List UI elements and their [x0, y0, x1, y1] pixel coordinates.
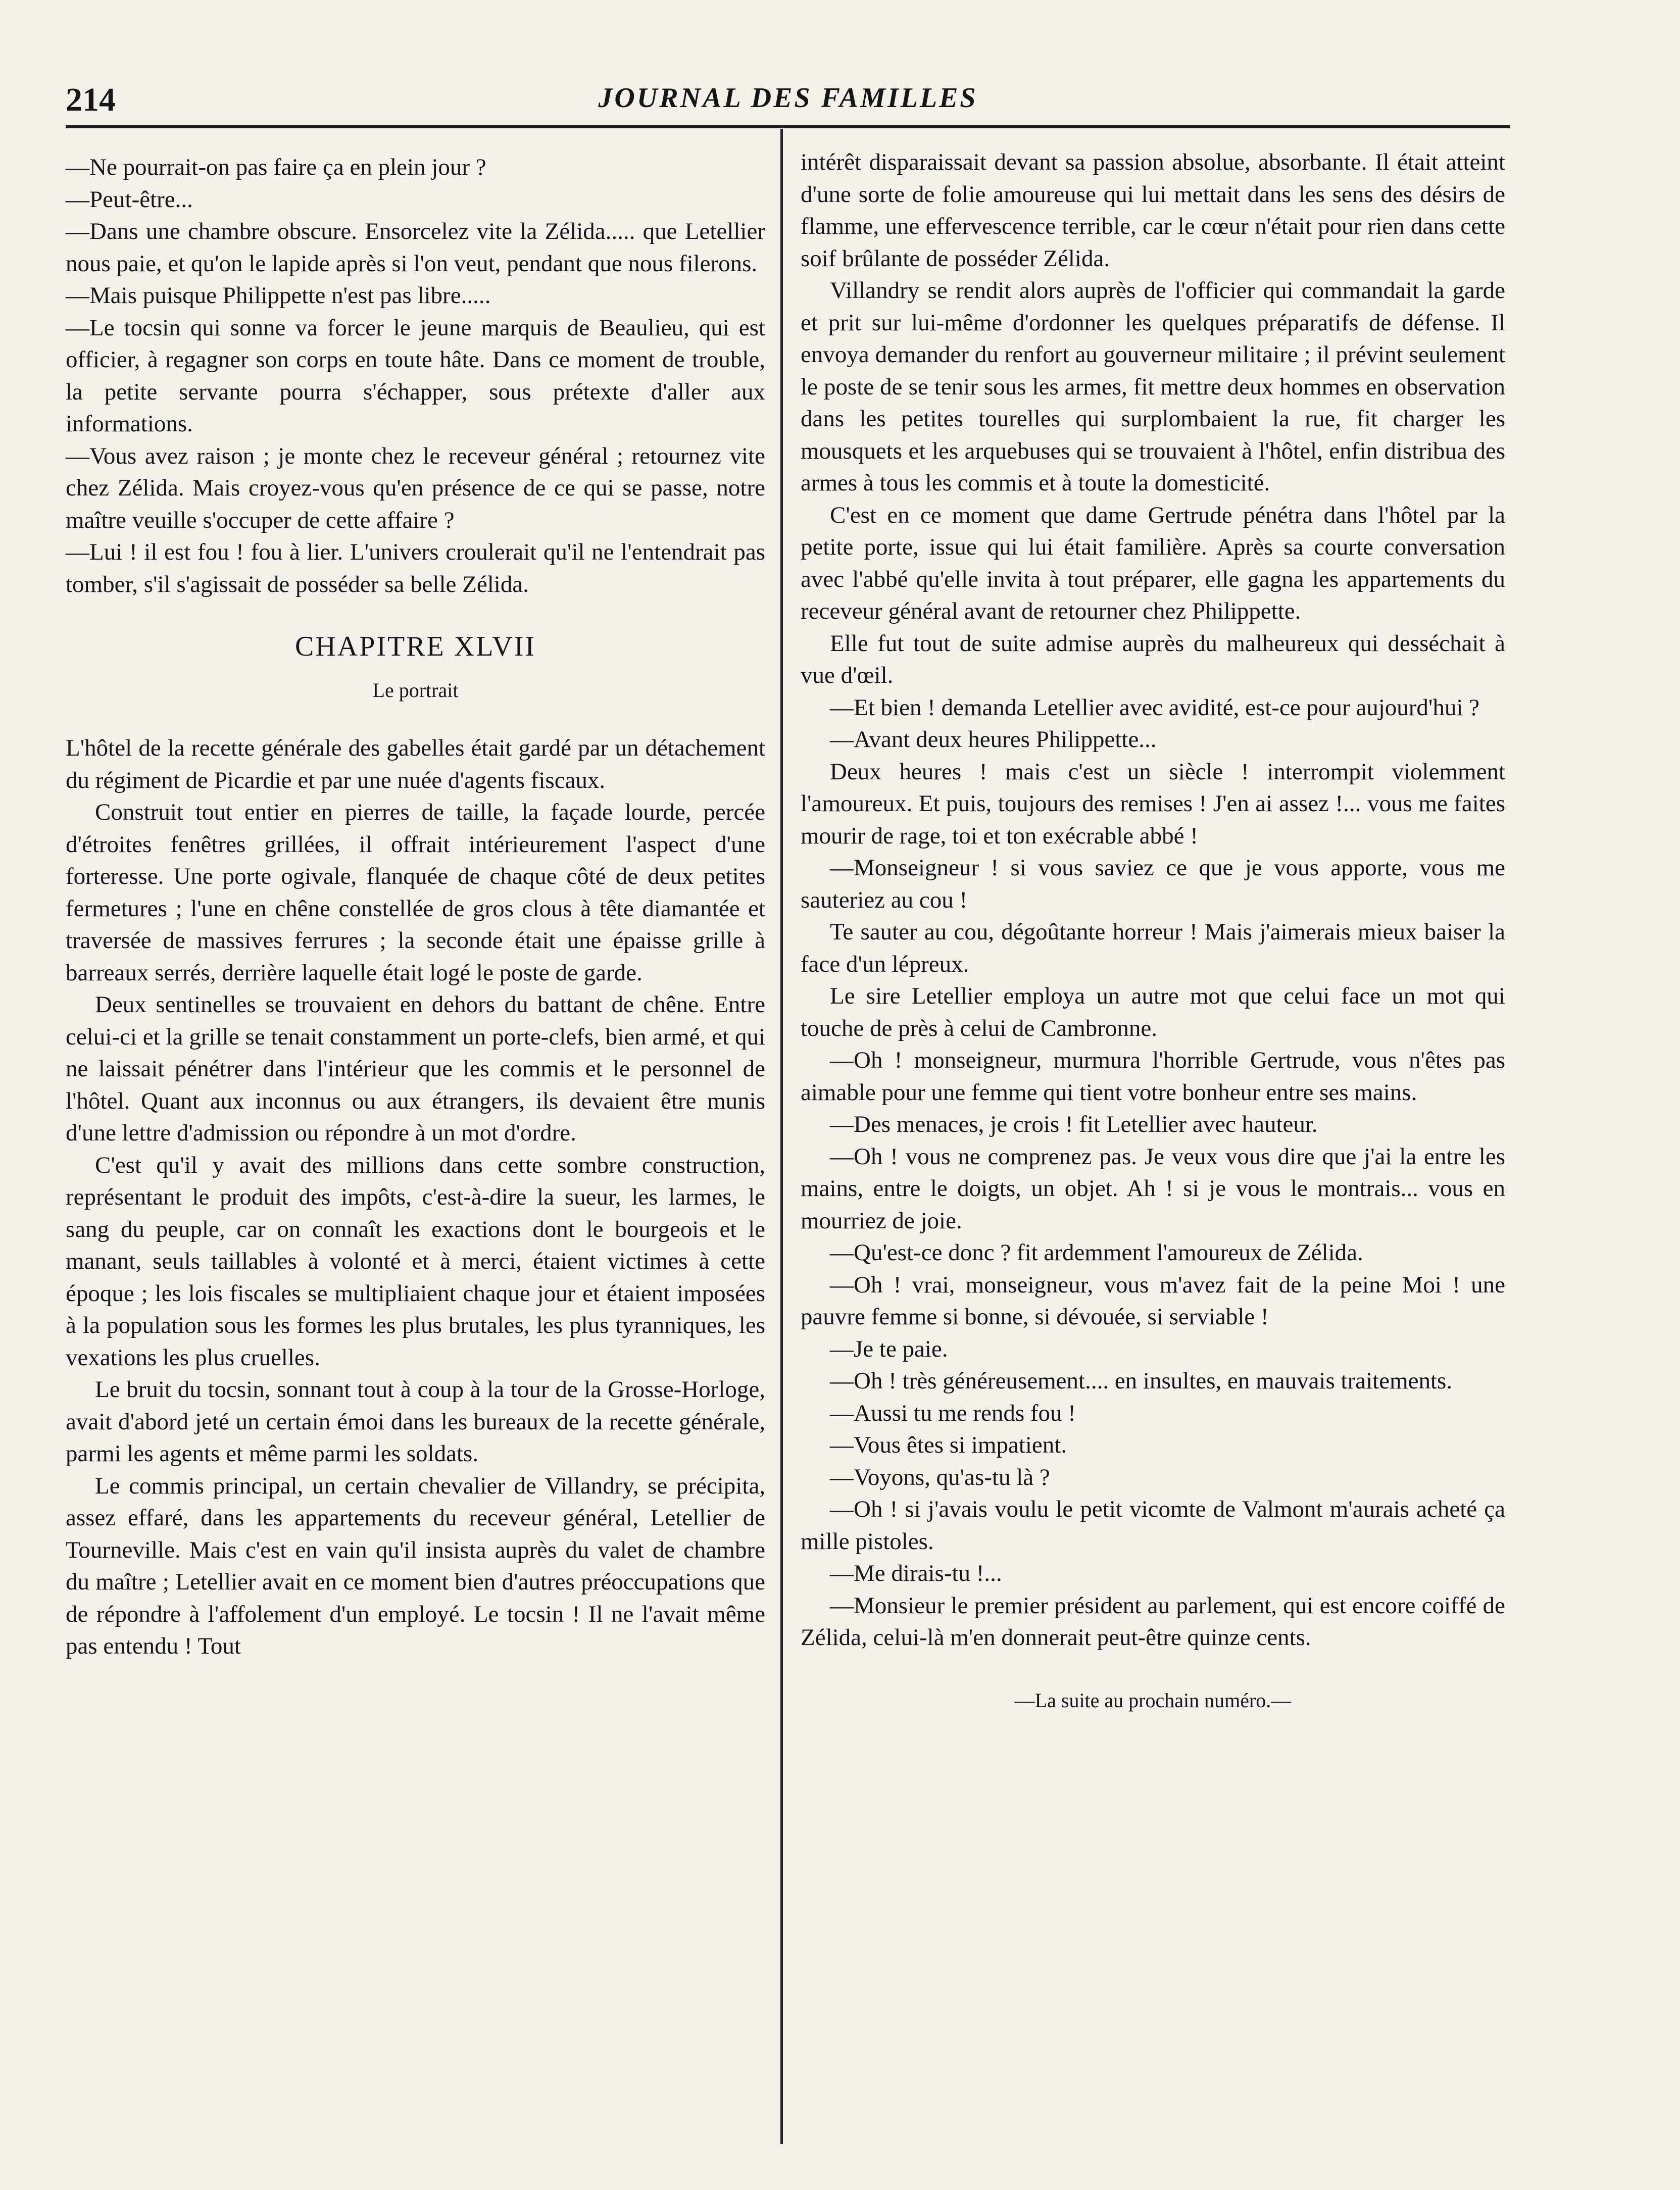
paragraph: intérêt disparaissait devant sa passion absolue, absorbante. Il était atteint d'une sorte de folie amoureuse qui lui mettait dans les sens des désirs de flamme, une effervescence terrible, car le cœur n'était pour rien dans cette soif brûlante de posséder Zélida.: [801, 149, 1505, 272]
paragraph: Villandry se rendit alors auprès de l'officier qui commandait la garde et prit sur lui-même d'ordonner les quelques préparatifs de défense. Il envoya demander du renfort au gouverneur militaire ; il prévint seulement le poste de se tenir sous les armes, fit mettre deux hommes en observation dans les petites tourelles qui surplombaient la rue, fit charger les mousquets et les arquebuses qui se trouvaient à l'hôtel, enfin distribua des armes à tous les commis et à toute la domesticité.: [801, 277, 1505, 496]
paragraph: C'est en ce moment que dame Gertrude pénétra dans l'hôtel par la petite porte, issue qui lui était familière. Après sa courte conversation avec l'abbé qu'elle invita à tout préparer, elle gagna les appartements du receveur général avant de retourner chez Philippette.: [801, 502, 1505, 624]
paragraph: —Ne pourrait-on pas faire ça en plein jour ?: [66, 154, 486, 180]
chapter-title: CHAPITRE XLVII: [294, 631, 536, 662]
page-header: [66, 76, 1510, 121]
paragraph: —Vous avez raison ; je monte chez le receveur général ; retournez vite chez Zélida. Mais croyez-vous qu'en présence de ce qui se passe, notre maître veuille s'occuper de cette affaire ?: [66, 442, 765, 533]
paragraph: —Vous êtes si impatient.: [830, 1432, 1067, 1458]
paragraph: —Me dirais-tu !...: [830, 1560, 1002, 1586]
paragraph: Elle fut tout de suite admise auprès du malheureux qui desséchait à vue d'œil.: [801, 630, 1505, 688]
paragraph: —Mais puisque Philippette n'est pas libre.....: [66, 282, 491, 309]
paragraph: —Le tocsin qui sonne va forcer le jeune marquis de Beaulieu, qui est officier, à regagner son corps en toute hâte. Dans ce moment de trouble, la petite servante pourra s'échapper, sous prétexte d'aller aux informations.: [66, 314, 765, 437]
continued-note: —La suite au prochain numéro.—: [1014, 1688, 1292, 1712]
paragraph: —Oh ! si j'avais voulu le petit vicomte de Valmont m'aurais acheté ça mille pistoles.: [801, 1496, 1505, 1555]
paragraph: Le commis principal, un certain chevalier de Villandry, se précipita, assez effaré, dans les appartements du receveur général, Letellier de Tourneville. Mais c'est en vain qu'il insista auprès du valet de chambre du maître ; Letellier avait en ce moment bien d'autres préoccupations que de répondre à l'affolement d'un employé. Le tocsin ! Il ne l'avait même pas entendu ! Tout: [66, 1472, 765, 1659]
paragraph: Le sire Letellier employa un autre mot que celui face un mot qui touche de près à celui de Cambronne.: [801, 983, 1505, 1041]
paragraph: —Oh ! monseigneur, murmura l'horrible Gertrude, vous n'êtes pas aimable pour une femme qui tient votre bonheur entre ses mains.: [801, 1047, 1505, 1106]
paragraph: —Je te paie.: [830, 1335, 948, 1362]
paragraph: —Lui ! il est fou ! fou à lier. L'univers croulerait qu'il ne l'entendrait pas tomber, s'il s'agissait de posséder sa belle Zélida.: [66, 539, 765, 598]
paragraph: Le bruit du tocsin, sonnant tout à coup à la tour de la Grosse-Horloge, avait d'abord jeté un certain émoi dans les bureaux de la recette générale, parmi les agents et même parmi les soldats.: [66, 1376, 765, 1467]
paragraph: L'hôtel de la recette générale des gabelles était gardé par un détachement du régiment de Picardie et par une nuée d'agents fiscaux.: [66, 735, 765, 793]
paragraph: —Avant deux heures Philippette...: [830, 726, 1157, 753]
paragraph: —Aussi tu me rends fou !: [830, 1400, 1076, 1426]
paragraph: —Oh ! vous ne comprenez pas. Je veux vous dire que j'ai la entre les mains, entre le doigts, un objet. Ah ! si je vous le montrais... vous en mourriez de joie.: [801, 1143, 1505, 1234]
paragraph: —Qu'est-ce donc ? fit ardemment l'amoureux de Zélida.: [830, 1239, 1363, 1266]
page-number: 214: [66, 81, 116, 118]
running-title: JOURNAL DES FAMILLES: [598, 82, 978, 114]
paragraph: C'est qu'il y avait des millions dans cette sombre construction, représentant le produit des impôts, c'est-à-dire la sueur, les larmes, le sang du peuple, car on connaît les exactions dont le bourgeois et le manant, seuls taillables à volonté et à merci, étaient victimes à cette époque ; les lois fiscales se multipliaient chaque jour et étaient imposées à la population sous les formes les plus brutales, les plus tyranniques, les vexations les plus cruelles.: [66, 1152, 765, 1371]
left-column: [66, 152, 765, 1663]
paragraph: Construit tout entier en pierres de taille, la façade lourde, percée d'étroites fenêtres grillées, il offrait intérieurement l'aspect d'une forteresse. Une porte ogivale, flanquée de chaque côté de deux petites fermetures ; l'une en chêne constellée de gros clous à tête diamantée et traversée de massives ferrures ; la seconde était une épaisse grille à barreaux serrés, derrière laquelle était logé le poste de garde.: [66, 799, 765, 986]
paragraph: —Oh ! très généreusement.... en insultes, en mauvais traitements.: [830, 1368, 1453, 1394]
paragraph: —Monseigneur ! si vous saviez ce que je vous apporte, vous me sauteriez au cou !: [801, 855, 1505, 913]
paragraph: —Dans une chambre obscure. Ensorcelez vite la Zélida..... que Letellier nous paie, et qu'on le lapide après si l'on veut, pendant que nous filerons.: [66, 218, 765, 277]
header-rule: [66, 125, 1510, 128]
column-divider: [780, 129, 783, 2144]
paragraph: —Des menaces, je crois ! fit Letellier avec hauteur.: [830, 1111, 1318, 1137]
chapter-subtitle: Le portrait: [372, 678, 459, 702]
paragraph: —Et bien ! demanda Letellier avec avidité, est-ce pour aujourd'hui ?: [830, 694, 1480, 721]
paragraph: Deux sentinelles se trouvaient en dehors du battant de chêne. Entre celui-ci et la grille se tenait constamment un porte-clefs, bien armé, et qui ne laissait pénétrer dans l'intérieur que les commis et le personnel de l'hôtel. Quant aux inconnus ou aux étrangers, ils devaient être munis d'une lettre d'admission ou répondre à un mot d'ordre.: [66, 991, 765, 1146]
paragraph: —Voyons, qu'as-tu là ?: [830, 1464, 1050, 1490]
paragraph: —Oh ! vrai, monseigneur, vous m'avez fait de la peine Moi ! une pauvre femme si bonne, si dévouée, si serviable !: [801, 1271, 1505, 1330]
paragraph: Deux heures ! mais c'est un siècle ! interrompit violemment l'amoureux. Et puis, toujours des remises ! J'en ai assez !... vous me faites mourir de rage, toi et ton exécrable abbé !: [801, 758, 1505, 849]
paragraph: Te sauter au cou, dégoûtante horreur ! Mais j'aimerais mieux baiser la face d'un lépreux.: [801, 919, 1505, 977]
paragraph: —Monsieur le premier président au parlement, qui est encore coiffé de Zélida, celui-là m'en donnerait peut-être quinze cents.: [801, 1592, 1505, 1651]
right-column: [801, 146, 1505, 1716]
paragraph: —Peut-être...: [66, 186, 193, 213]
